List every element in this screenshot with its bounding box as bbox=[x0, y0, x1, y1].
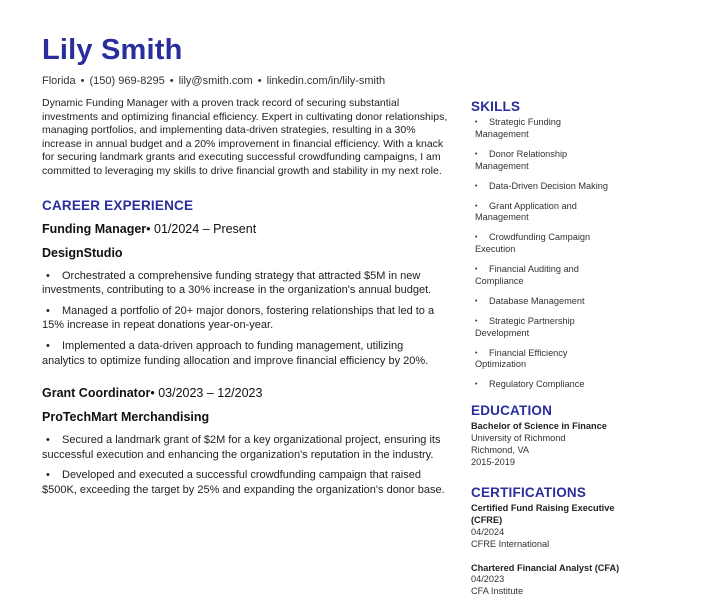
skill-item bbox=[471, 232, 631, 256]
certification-entry bbox=[471, 503, 631, 550]
skill-item bbox=[471, 149, 611, 173]
job-bullets bbox=[42, 269, 448, 369]
certification-name: Chartered Financial Analyst (CFA) bbox=[471, 562, 620, 573]
contact-separator: • bbox=[169, 75, 174, 87]
skill-text: Financial Efficiency Optimization bbox=[475, 347, 568, 370]
education-school: University of Richmond bbox=[471, 433, 566, 444]
education-degree: Bachelor of Science in Finance bbox=[471, 421, 607, 432]
skill-text: Financial Auditing and Compliance bbox=[475, 264, 579, 286]
bullet-dot: • bbox=[475, 297, 478, 305]
bullet-dot: • bbox=[46, 339, 50, 352]
skill-item bbox=[471, 348, 611, 372]
bullet-dot: • bbox=[475, 234, 478, 242]
certification-date: 04/2023 bbox=[471, 574, 505, 585]
candidate-name: Lily Smith bbox=[42, 34, 183, 66]
side-column bbox=[471, 99, 671, 595]
bullet-text: Secured a landmark grant of $2M for a key organizational project, ensuring its successful execution and enhancing the organization's reputation in the industry. bbox=[42, 434, 441, 461]
bullet-dot: • bbox=[46, 269, 50, 282]
contact-line bbox=[42, 75, 385, 87]
certification-date: 04/2024 bbox=[471, 527, 505, 538]
bullet-dot: • bbox=[475, 150, 478, 158]
skill-item bbox=[471, 316, 611, 340]
job-dates: • 01/2024 – Present bbox=[146, 221, 257, 236]
job-title-line bbox=[42, 386, 448, 400]
bullet-dot: • bbox=[475, 317, 478, 325]
bullet-dot: • bbox=[475, 381, 478, 389]
skill-item bbox=[471, 117, 611, 141]
bullet-text: Developed and executed a successful crowdfunding campaign that raised $500K, exceeding the target by 25% and expanding the organization's donor base. bbox=[42, 469, 445, 496]
bullet-dot: • bbox=[475, 266, 478, 274]
contact-location: Florida bbox=[42, 75, 76, 87]
bullet-dot: • bbox=[46, 304, 50, 317]
bullet-dot: • bbox=[46, 469, 50, 482]
certification-entry bbox=[471, 563, 631, 595]
education-location: Richmond, VA bbox=[471, 444, 530, 455]
job-bullet bbox=[42, 269, 448, 298]
skill-text: Regulatory Compliance bbox=[489, 379, 585, 390]
section-title-certifications: CERTIFICATIONS bbox=[471, 485, 587, 501]
skill-text: Strategic Funding Management bbox=[475, 117, 562, 139]
bullet-dot: • bbox=[475, 119, 478, 126]
contact-separator: • bbox=[257, 75, 262, 87]
certification-name: Certified Fund Raising Executive (CFRE) bbox=[471, 503, 615, 526]
bullet-dot: • bbox=[475, 349, 478, 357]
bullet-text: Managed a portfolio of 20+ major donors, fostering relationships that led to a 15% increase in repeat donations year-on-year. bbox=[42, 304, 435, 332]
job-title-line bbox=[42, 222, 448, 236]
skill-text: Crowdfunding Campaign Execution bbox=[475, 232, 591, 255]
education-entry bbox=[471, 421, 671, 468]
skill-text: Database Management bbox=[489, 295, 585, 306]
bullet-dot: • bbox=[475, 182, 478, 190]
skill-text: Strategic Partnership Development bbox=[475, 315, 575, 338]
skills-list bbox=[471, 117, 671, 391]
section-title-experience: CAREER EXPERIENCE bbox=[42, 197, 194, 213]
job-bullet bbox=[42, 433, 448, 462]
contact-linkedin: linkedin.com/in/lily-smith bbox=[266, 75, 386, 87]
bullet-dot: • bbox=[475, 202, 478, 210]
job-entry bbox=[42, 222, 448, 369]
contact-email: lily@smith.com bbox=[178, 75, 253, 87]
bullet-dot: • bbox=[46, 434, 50, 447]
education-dates: 2015-2019 bbox=[471, 456, 515, 467]
certification-issuer: CFA Institute bbox=[471, 586, 524, 595]
job-bullet bbox=[42, 468, 448, 497]
skill-item bbox=[471, 264, 611, 288]
job-bullets bbox=[42, 433, 448, 497]
job-dates: • 03/2023 – 12/2023 bbox=[150, 386, 263, 401]
job-company: DesignStudio bbox=[42, 245, 123, 260]
job-bullet bbox=[42, 304, 448, 333]
bullet-text: Implemented a data-driven approach to funding management, utilizing analytics to optimize funding allocation and improve financial efficiency by 20%. bbox=[42, 339, 429, 367]
skill-text: Donor Relationship Management bbox=[475, 148, 568, 171]
skill-item bbox=[471, 379, 631, 391]
skill-text: Data-Driven Decision Making bbox=[489, 180, 608, 191]
skill-item bbox=[471, 181, 631, 193]
main-column bbox=[42, 97, 448, 504]
contact-phone: (150) 969-8295 bbox=[89, 75, 165, 87]
job-role: Grant Coordinator bbox=[42, 386, 151, 401]
section-title-skills: SKILLS bbox=[471, 99, 521, 114]
contact-separator: • bbox=[80, 75, 85, 87]
bullet-text: Orchestrated a comprehensive funding strategy that attracted $5M in new investments, contributing to a 30% increase in the organization's annual budget. bbox=[42, 269, 432, 297]
job-bullet bbox=[42, 339, 448, 368]
professional-summary: Dynamic Funding Manager with a proven track record of securing substantial investments and optimizing financial efficiency. Expert in cultivating donor relationships, managing portfolios, and implementing data-driven strategies, resulting in a 30% increase in annual budget and a 20% improvement in financial efficiency. With a knack for securing landmark grants and executing successful crowdfunding campaigns, I am committed to leveraging my skills to drive financial growth and stability in my next role. bbox=[42, 97, 448, 177]
section-title-education: EDUCATION bbox=[471, 403, 553, 419]
certification-issuer: CFRE International bbox=[471, 538, 550, 549]
job-entry bbox=[42, 386, 448, 497]
skill-item bbox=[471, 296, 631, 308]
job-company: ProTechMart Merchandising bbox=[42, 410, 210, 425]
job-role: Funding Manager bbox=[42, 221, 147, 236]
skill-text: Grant Application and Management bbox=[475, 200, 577, 223]
skill-item bbox=[471, 201, 611, 225]
